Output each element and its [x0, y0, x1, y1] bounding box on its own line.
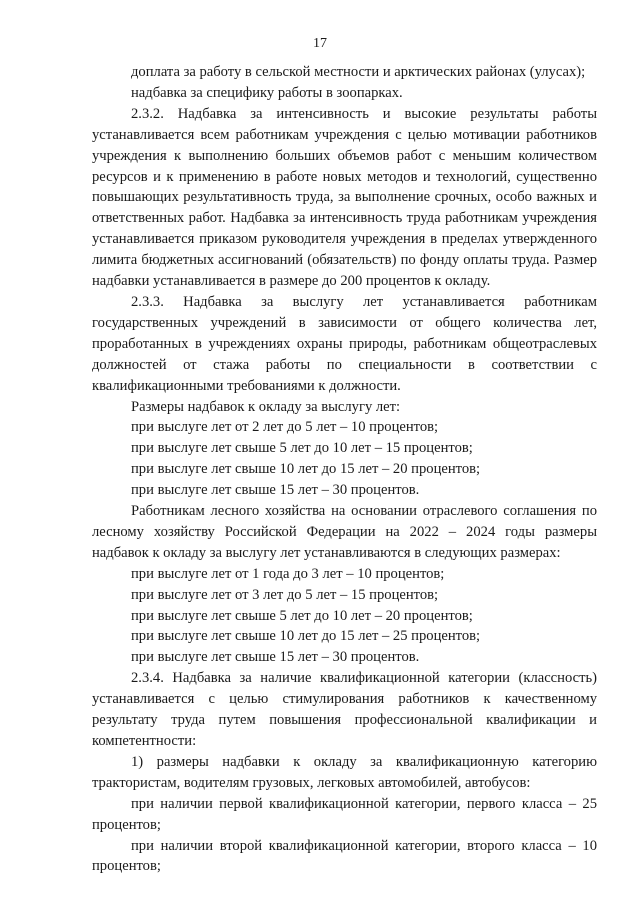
list-item: при выслуге лет свыше 15 лет – 30 процентов. [131, 649, 420, 666]
list-item: при выслуге лет от 2 лет до 5 лет – 10 процентов; [131, 419, 439, 436]
paragraph-second-category: при наличии второй квалификационной категории, второго класса – 10 процентов; [92, 837, 597, 875]
list-item: при выслуге лет от 3 лет до 5 лет – 15 процентов; [131, 586, 439, 603]
list-item: при выслуге лет свыше 15 лет – 30 процентов. [131, 482, 420, 499]
paragraph-zoo-allowance: надбавка за специфику работы в зоопарках. [131, 84, 403, 101]
page-number: 17 [313, 36, 327, 51]
paragraph-first-category: при наличии первой квалификационной категории, первого класса – 25 процентов; [92, 795, 597, 833]
list-item: при выслуге лет свыше 10 лет до 15 лет – 25 процентов; [131, 628, 481, 645]
document-body [92, 62, 597, 877]
paragraph-qualification-drivers: 1) размеры надбавки к окладу за квалификационную категорию трактористам, водителям грузовых, легковых автомобилей, автобусов: [92, 753, 597, 791]
paragraph-forestry: Работникам лесного хозяйства на основании отраслевого соглашения по лесному хозяйству Российской Федерации на 2022 – 2024 годы размеры надбавок к окладу за выслугу лет устанавливаются в следующих размерах: [92, 503, 597, 561]
list-item: при выслуге лет от 1 года до 3 лет – 10 процентов; [131, 565, 445, 582]
paragraph-2-3-3: 2.3.3. Надбавка за выслугу лет устанавливается работникам государственных учреждений в зависимости от общего количества лет, проработанных в учреждениях охраны природы, работникам общеотраслевых должностей от стажа работы по специальности в соответствии с квалификационными требованиями к должности. [92, 293, 597, 394]
list-item: при выслуге лет свыше 10 лет до 15 лет – 20 процентов; [131, 461, 481, 478]
paragraph-2-3-4: 2.3.4. Надбавка за наличие квалификационной категории (классность) устанавливается с целью стимулирования работников к качественному результату труда путем повышения профессиональной квалификации и компетентности: [92, 670, 597, 749]
paragraph-2-3-2: 2.3.2. Надбавка за интенсивность и высокие результаты работы устанавливается всем работникам учреждения с целью мотивации работников учреждения к выполнению больших объемов работ с меньшим количеством ресурсов и к применению в работе новых методов и технологий, существенно повышающих результативность труда, за выполнение срочных, особо важных и ответственных работ. Надбавка за интенсивность труда работникам учреждения устанавливается приказом руководителя учреждения в пределах утвержденного лимита бюджетных ассигнований (обязательств) по фонду оплаты труда. Размер надбавки устанавливается в размере до 200 процентов к окладу. [92, 105, 597, 290]
list-item: при выслуге лет свыше 5 лет до 10 лет – 15 процентов; [131, 440, 473, 457]
list-item: при выслуге лет свыше 5 лет до 10 лет – 20 процентов; [131, 607, 473, 624]
paragraph-seniority-heading: Размеры надбавок к окладу за выслугу лет: [131, 398, 401, 415]
paragraph-rural-allowance: доплата за работу в сельской местности и арктических районах (улусах); [131, 64, 586, 80]
